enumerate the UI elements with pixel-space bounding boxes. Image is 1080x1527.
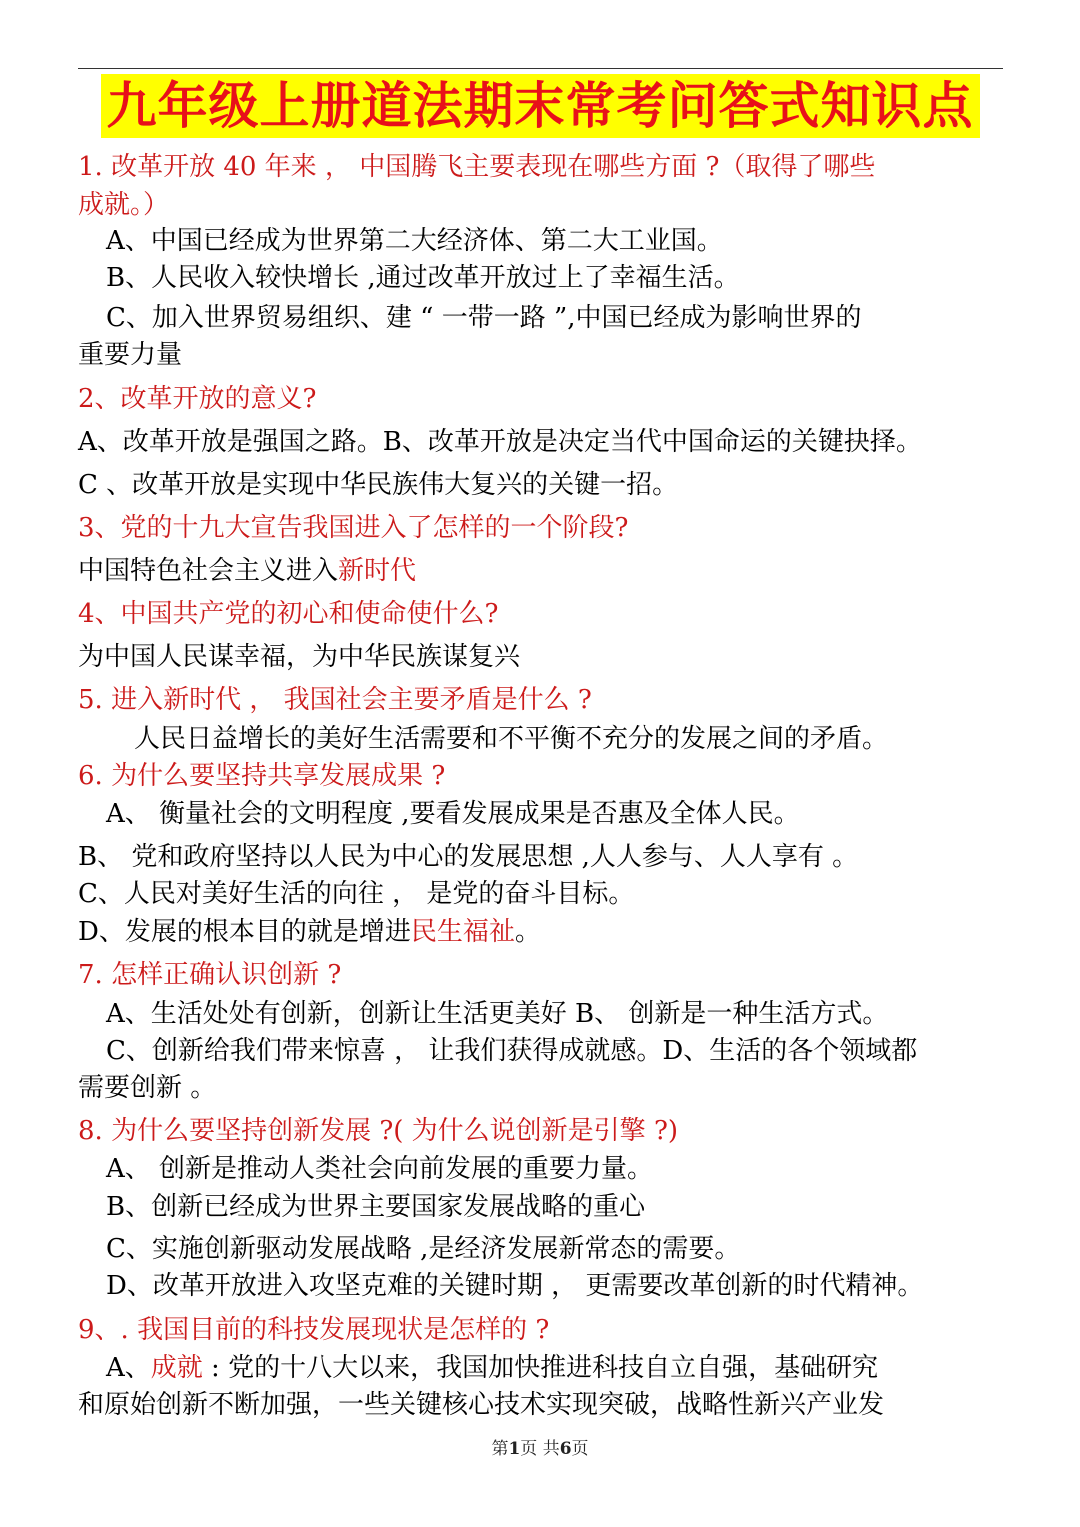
question-6: 6. 为什么要坚持共享发展成果 ? bbox=[78, 761, 446, 791]
answer-9-a-text: : 党的十八大以来，我国加快推进科技自立自强，基础研究 bbox=[202, 1353, 879, 1383]
question-5: 5. 进入新时代 ， 我国社会主要矛盾是什么 ? bbox=[78, 685, 592, 715]
answer-7-cd-line-2: 需要创新 。 bbox=[78, 1073, 217, 1103]
question-9: 9、. 我国目前的科技发展现状是怎样的 ? bbox=[78, 1315, 550, 1345]
question-1-line-1: 1. 改革开放 40 年来 ， 中国腾飞主要表现在哪些方面 ?（取得了哪些 bbox=[78, 152, 876, 182]
question-4: 4、中国共产党的初心和使命使什么? bbox=[78, 599, 499, 629]
answer-9-a-label: A、 bbox=[106, 1353, 151, 1383]
footer-middle: 页 共 bbox=[520, 1439, 560, 1459]
header-rule bbox=[78, 68, 1003, 69]
answer-6-a: A、 衡量社会的文明程度 ,要看发展成果是否惠及全体人民。 bbox=[106, 799, 800, 829]
answer-6-d-highlight: 民生福祉 bbox=[410, 917, 515, 947]
answer-1-c-line-1: C、加入世界贸易组织、建 “ 一带一路 ”,中国已经成为影响世界的 bbox=[106, 303, 862, 333]
answer-7-ab: A、生活处处有创新，创新让生活更美好 B、 创新是一种生活方式。 bbox=[106, 999, 889, 1029]
answer-9-a-line-2: 和原始创新不断加强，一些关键核心技术实现突破，战略性新兴产业发 bbox=[78, 1390, 885, 1420]
question-2: 2、改革开放的意义? bbox=[78, 384, 317, 414]
answer-6-d-end: 。 bbox=[514, 917, 541, 947]
answer-8-b: B、创新已经成为世界主要国家发展战略的重心 bbox=[106, 1192, 646, 1222]
question-1-line-2: 成就。） bbox=[78, 190, 170, 220]
footer-suffix: 页 bbox=[571, 1439, 589, 1459]
answer-3-text: 中国特色社会主义进入 bbox=[78, 556, 339, 586]
answer-4: 为中国人民谋幸福，为中华民族谋复兴 bbox=[78, 642, 521, 672]
answer-6-b: B、 党和政府坚持以人民为中心的发展思想 ,人人参与、人人享有 。 bbox=[78, 842, 859, 872]
answer-6-c: C、人民对美好生活的向往 ， 是党的奋斗目标。 bbox=[78, 879, 635, 909]
answer-6-d-text: D、发展的根本目的就是增进 bbox=[78, 917, 411, 947]
answer-9-a-highlight: 成就 bbox=[150, 1353, 203, 1383]
answer-3-highlight: 新时代 bbox=[338, 556, 417, 586]
answer-6-d bbox=[78, 913, 1028, 951]
answer-9-a-line-1 bbox=[106, 1349, 1056, 1387]
answer-2-ab: A、改革开放是强国之路。B、改革开放是决定当代中国命运的关键抉择。 bbox=[78, 427, 922, 457]
answer-3 bbox=[78, 552, 1028, 590]
title-container bbox=[0, 74, 1080, 138]
answer-5: 人民日益增长的美好生活需要和不平衡不充分的发展之间的矛盾。 bbox=[134, 724, 889, 754]
answer-8-a: A、 创新是推动人类社会向前发展的重要力量。 bbox=[106, 1154, 654, 1184]
answer-1-c-line-2: 重要力量 bbox=[78, 340, 183, 370]
footer-prefix: 第 bbox=[491, 1439, 509, 1459]
answer-7-cd-line-1: C、创新给我们带来惊喜 ， 让我们获得成就感。D、生活的各个领域都 bbox=[106, 1036, 918, 1066]
answer-8-d: D、改革开放进入攻坚克难的关键时期 ， 更需要改革创新的时代精神。 bbox=[106, 1271, 924, 1301]
question-7: 7. 怎样正确认识创新 ? bbox=[78, 960, 342, 990]
question-8: 8. 为什么要坚持创新发展 ?( 为什么说创新是引擎 ?) bbox=[78, 1116, 679, 1146]
answer-8-c: C、实施创新驱动发展战略 ,是经济发展新常态的需要。 bbox=[106, 1234, 741, 1264]
answer-1-b: B、人民收入较快增长 ,通过改革开放过上了幸福生活。 bbox=[106, 263, 740, 293]
page-footer bbox=[0, 1437, 1080, 1461]
question-3: 3、党的十九大宣告我国进入了怎样的一个阶段? bbox=[78, 513, 629, 543]
page-title: 九年级上册道法期末常考问答式知识点 bbox=[101, 74, 980, 138]
footer-page-total: 6 bbox=[559, 1439, 572, 1459]
answer-2-c: C 、改革开放是实现中华民族伟大复兴的关键一招。 bbox=[78, 470, 679, 500]
footer-page-number: 1 bbox=[508, 1439, 521, 1459]
answer-1-a: A、中国已经成为世界第二大经济体、第二大工业国。 bbox=[106, 226, 723, 256]
